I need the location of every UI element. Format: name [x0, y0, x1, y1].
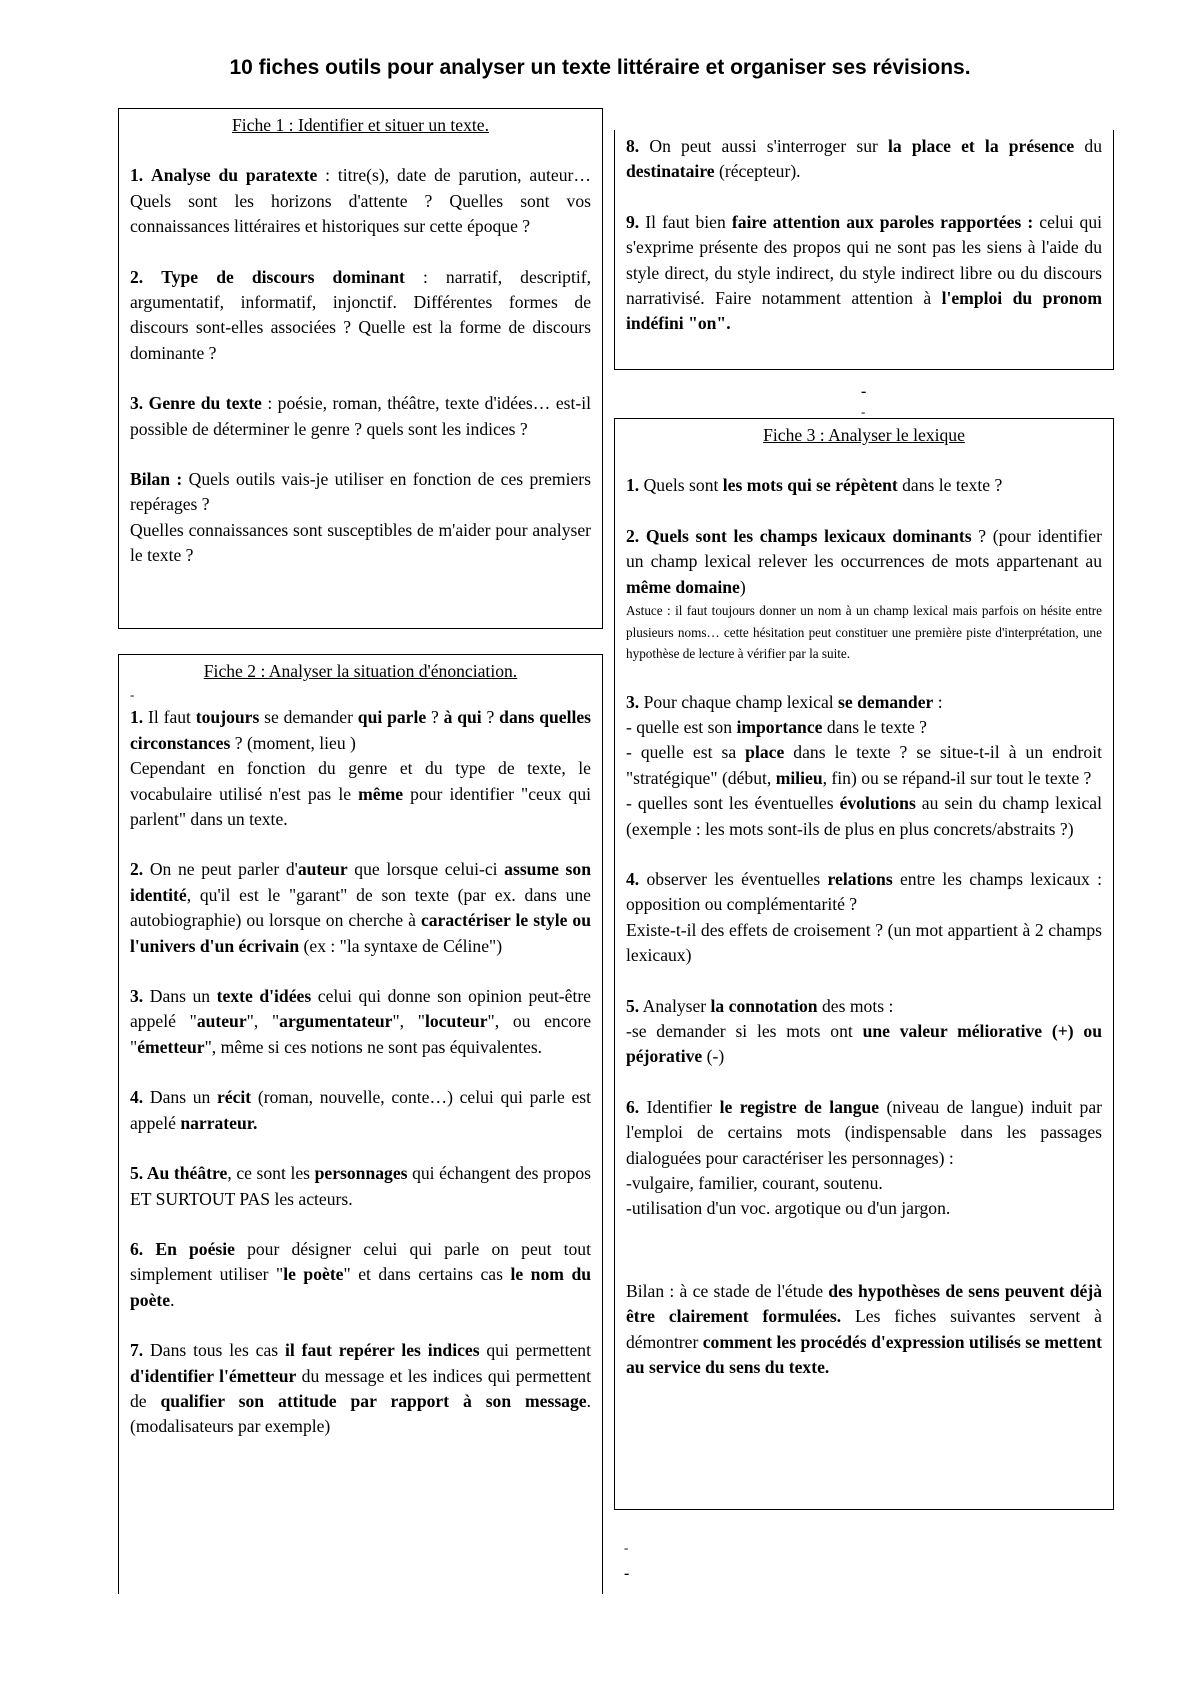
- fiche-3-point-5: 5. Analyser la connotation des mots :: [626, 995, 894, 1016]
- fiche-2-point-1b: Cependant en fonction du genre et du type de texte, le vocabulaire utilisé n'est pas le même pour identifier "ceux qui parlent" dans un texte.: [130, 758, 592, 830]
- fiche-2-box: [118, 654, 603, 1594]
- fiche-2-heading: Fiche 2 : Analyser la situation d'énonciation.: [203, 661, 518, 681]
- fiche-2-point-1: 1. Il faut toujours se demander qui parle ? à qui ? dans quelles circonstances ? (moment, lieu ): [130, 707, 591, 753]
- fiche-3-point-4b: Existe-t-il des effets de croisement ? (un mot appartient à 2 champs lexicaux): [626, 919, 1102, 966]
- fiche-1-box: [118, 108, 603, 629]
- document-title: 10 fiches outils pour analyser un texte littéraire et organiser ses révisions.: [229, 56, 971, 79]
- fiche-3-point-5b: -se demander si les mots ont une valeur méliorative (+) ou péjorative (-): [626, 1021, 1102, 1067]
- fiche-1-point-3: 3. Genre du texte : poésie, roman, théâtre, texte d'idées… est-il possible de déterminer le genre ? quels sont les indices ?: [130, 393, 591, 439]
- fiche-2-point-2: 2. On ne peut parler d'auteur que lorsque celui-ci assume son identité, qu'il est le "garant" de son texte (par ex. dans une autobiographie) ou lorsque on cherche à caractériser le style ou l'univers d'un écrivain (ex : "la syntaxe de Céline"): [130, 859, 591, 956]
- separator-dash: -: [624, 1540, 629, 1555]
- fiche-3-point-4: 4. observer les éventuelles relations entre les champs lexicaux : opposition ou complémentarité ?: [626, 868, 1102, 915]
- fiche-2-point-4: 4. Dans un récit (roman, nouvelle, conte…) celui qui parle est appelé narrateur.: [130, 1087, 592, 1133]
- separator-dash: -: [861, 383, 867, 400]
- fiche-3-point-6b: -vulgaire, familier, courant, soutenu.: [626, 1173, 883, 1194]
- fiche-3-bilan: Bilan : à ce stade de l'étude des hypothèses de sens peuvent déjà être clairement formulées. Les fiches suivantes servent à démontrer comment les procédés d'expression utilisés se mettent au service du sens du texte.: [626, 1280, 1103, 1378]
- fiche-1-bilan-2: Quelles connaissances sont susceptibles de m'aider pour analyser le texte ?: [130, 519, 591, 566]
- fiche-2-point-5: 5. Au théâtre, ce sont les personnages qui échangent des propos ET SURTOUT PAS les acteurs.: [130, 1163, 592, 1209]
- fiche-3-point-2: 2. Quels sont les champs lexicaux dominants ? (pour identifier un champ lexical relever les occurrences de mots appartenant au même domaine): [626, 525, 1102, 597]
- fiche-2-continued-box: [614, 130, 1114, 370]
- fiche-3-point-6: 6. Identifier le registre de langue (niveau de langue) induit par l'emploi de certains mots (indispensable dans les passages dialoguées pour caractériser les personnages) :: [626, 1096, 1103, 1168]
- fiche-3-point-3c: - quelles sont les éventuelles évolutions au sein du champ lexical (exemple : les mots sont-ils de plus en plus concrets/abstraits ?): [626, 793, 1102, 839]
- fiche-3-heading: Fiche 3 : Analyser le lexique: [763, 425, 965, 445]
- fiche-3-point-1: 1. Quels sont les mots qui se répètent dans le texte ?: [626, 475, 1003, 496]
- fiche-2-point-9: 9. Il faut bien faire attention aux paroles rapportées : celui qui s'exprime présente des propos qui ne sont pas les siens à l'aide du style direct, du style indirect, du style indirect libre ou du discours narrativisé. Faire notamment attention à l'emploi du pronom indéfini "on".: [626, 211, 1102, 334]
- fiche-2-point-6: 6. En poésie pour désigner celui qui parle on peut tout simplement utiliser "le poète" et dans certains cas le nom du poète.: [130, 1238, 592, 1310]
- separator-dash: -: [624, 1565, 630, 1582]
- fiche-1-point-1: 1. Analyse du paratexte : titre(s), date de parution, auteur…Quels sont les horizons d'attente ? Quelles sont vos connaissances littéraires et historiques sur cette époque ?: [130, 165, 591, 237]
- fiche-2-point-3: 3. Dans un texte d'idées celui qui donne son opinion peut-être appelé "auteur", "argumentateur", "locuteur", ou encore "émetteur", même si ces notions ne sont pas équivalentes.: [130, 986, 592, 1057]
- fiche-3-point-3: 3. Pour chaque champ lexical se demander :: [626, 691, 943, 712]
- fiche-1-point-2: 2. Type de discours dominant : narratif, descriptif, argumentatif, informatif, injonctif. Différentes formes de discours sont-elles associées ? Quelle est la forme de discours dominante ?: [130, 266, 592, 363]
- fiche-3-point-3a: - quelle est son importance dans le texte ?: [626, 716, 927, 737]
- fiche-2-dash: -: [130, 687, 135, 703]
- fiche-1-heading: Fiche 1 : Identifier et situer un texte.: [232, 115, 489, 135]
- fiche-3-box: [614, 418, 1114, 1510]
- separator-dash: -: [861, 404, 866, 419]
- fiche-2-point-8: 8. On peut aussi s'interroger sur la place et la présence du destinataire (récepteur).: [626, 136, 1102, 182]
- fiche-2-point-7: 7. Dans tous les cas il faut repérer les indices qui permettent d'identifier l'émetteur du message et les indices qui permettent de qualifier son attitude par rapport à son message. (modalisateurs par exemple): [130, 1340, 591, 1437]
- fiche-3-point-6c: -utilisation d'un voc. argotique ou d'un jargon.: [626, 1198, 951, 1219]
- fiche-3-astuce: Astuce : il faut toujours donner un nom à un champ lexical mais parfois on hésite entre plusieurs noms… cette hésitation peut constituer une première piste d'interprétation, une hypothèse de lecture à vérifier par la suite.: [626, 603, 1102, 662]
- fiche-1-bilan: Bilan : Quels outils vais-je utiliser en fonction de ces premiers repérages ?: [130, 469, 591, 515]
- fiche-3-point-3b: - quelle est sa place dans le texte ? se situe-t-il à un endroit "stratégique" (début, milieu, fin) ou se répand-il sur tout le texte ?: [626, 742, 1102, 788]
